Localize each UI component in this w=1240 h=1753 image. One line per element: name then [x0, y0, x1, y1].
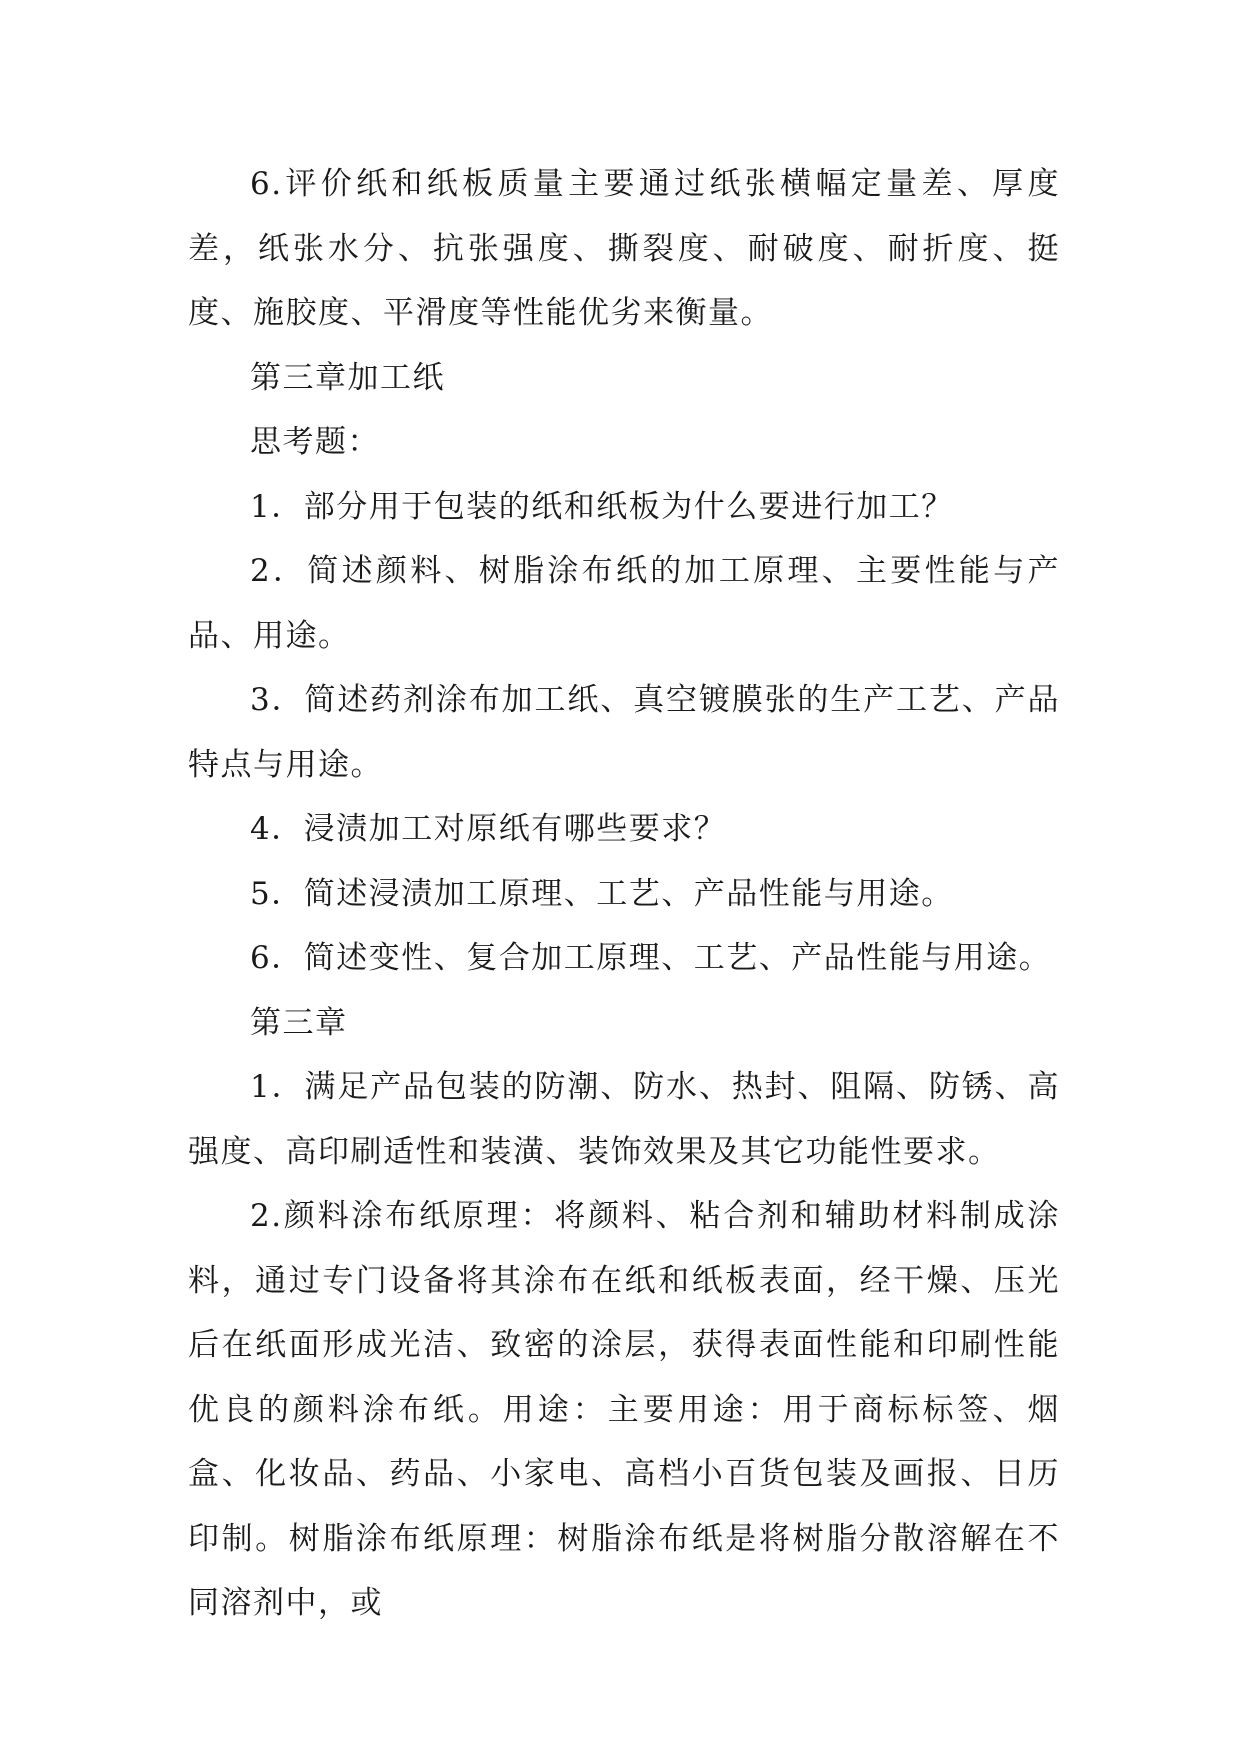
answer-2: 2.颜料涂布纸原理：将颜料、粘合剂和辅助材料制成涂料，通过专门设备将其涂布在纸和纸板表面，经干燥、压光后在纸面形成光洁、致密的涂层，获得表面性能和印刷性能优良的颜料涂布纸。用途：主要用途：用于商标标签、烟盒、化妆品、药品、小家电、高档小百货包装及画报、日历印制。树脂涂布纸原理：树脂涂布纸是将树脂分散溶解在不同溶剂中，或 — [188, 1198, 1060, 1621]
questions-heading: 思考题： — [250, 424, 380, 460]
question-2: 2．简述颜料、树脂涂布纸的加工原理、主要性能与产品、用途。 — [188, 553, 1060, 654]
question-6: 6．简述变性、复合加工原理、工艺、产品性能与用途。 — [250, 940, 1052, 976]
question-5: 5．简述浸渍加工原理、工艺、产品性能与用途。 — [250, 875, 954, 912]
paragraph-item-6-quality: 6.评价纸和纸板质量主要通过纸张横幅定量差、厚度差，纸张水分、抗张强度、撕裂度、耐破度、耐折度、挺度、施胶度、平滑度等性能优劣来衡量。 — [188, 166, 1060, 331]
document-body — [188, 152, 1060, 1636]
chapter-heading: 第三章加工纸 — [250, 359, 445, 396]
question-1: 1．部分用于包装的纸和纸板为什么要进行加工？ — [250, 488, 954, 525]
question-4: 4．浸渍加工对原纸有哪些要求？ — [250, 811, 727, 847]
answers-heading: 第三章 — [250, 1004, 348, 1041]
question-3: 3．简述药剂涂布加工纸、真空镀膜张的生产工艺、产品特点与用途。 — [188, 682, 1060, 783]
answer-1: 1．满足产品包装的防潮、防水、热封、阻隔、防锈、高强度、高印刷适性和装潢、装饰效果及其它功能性要求。 — [188, 1069, 1060, 1170]
